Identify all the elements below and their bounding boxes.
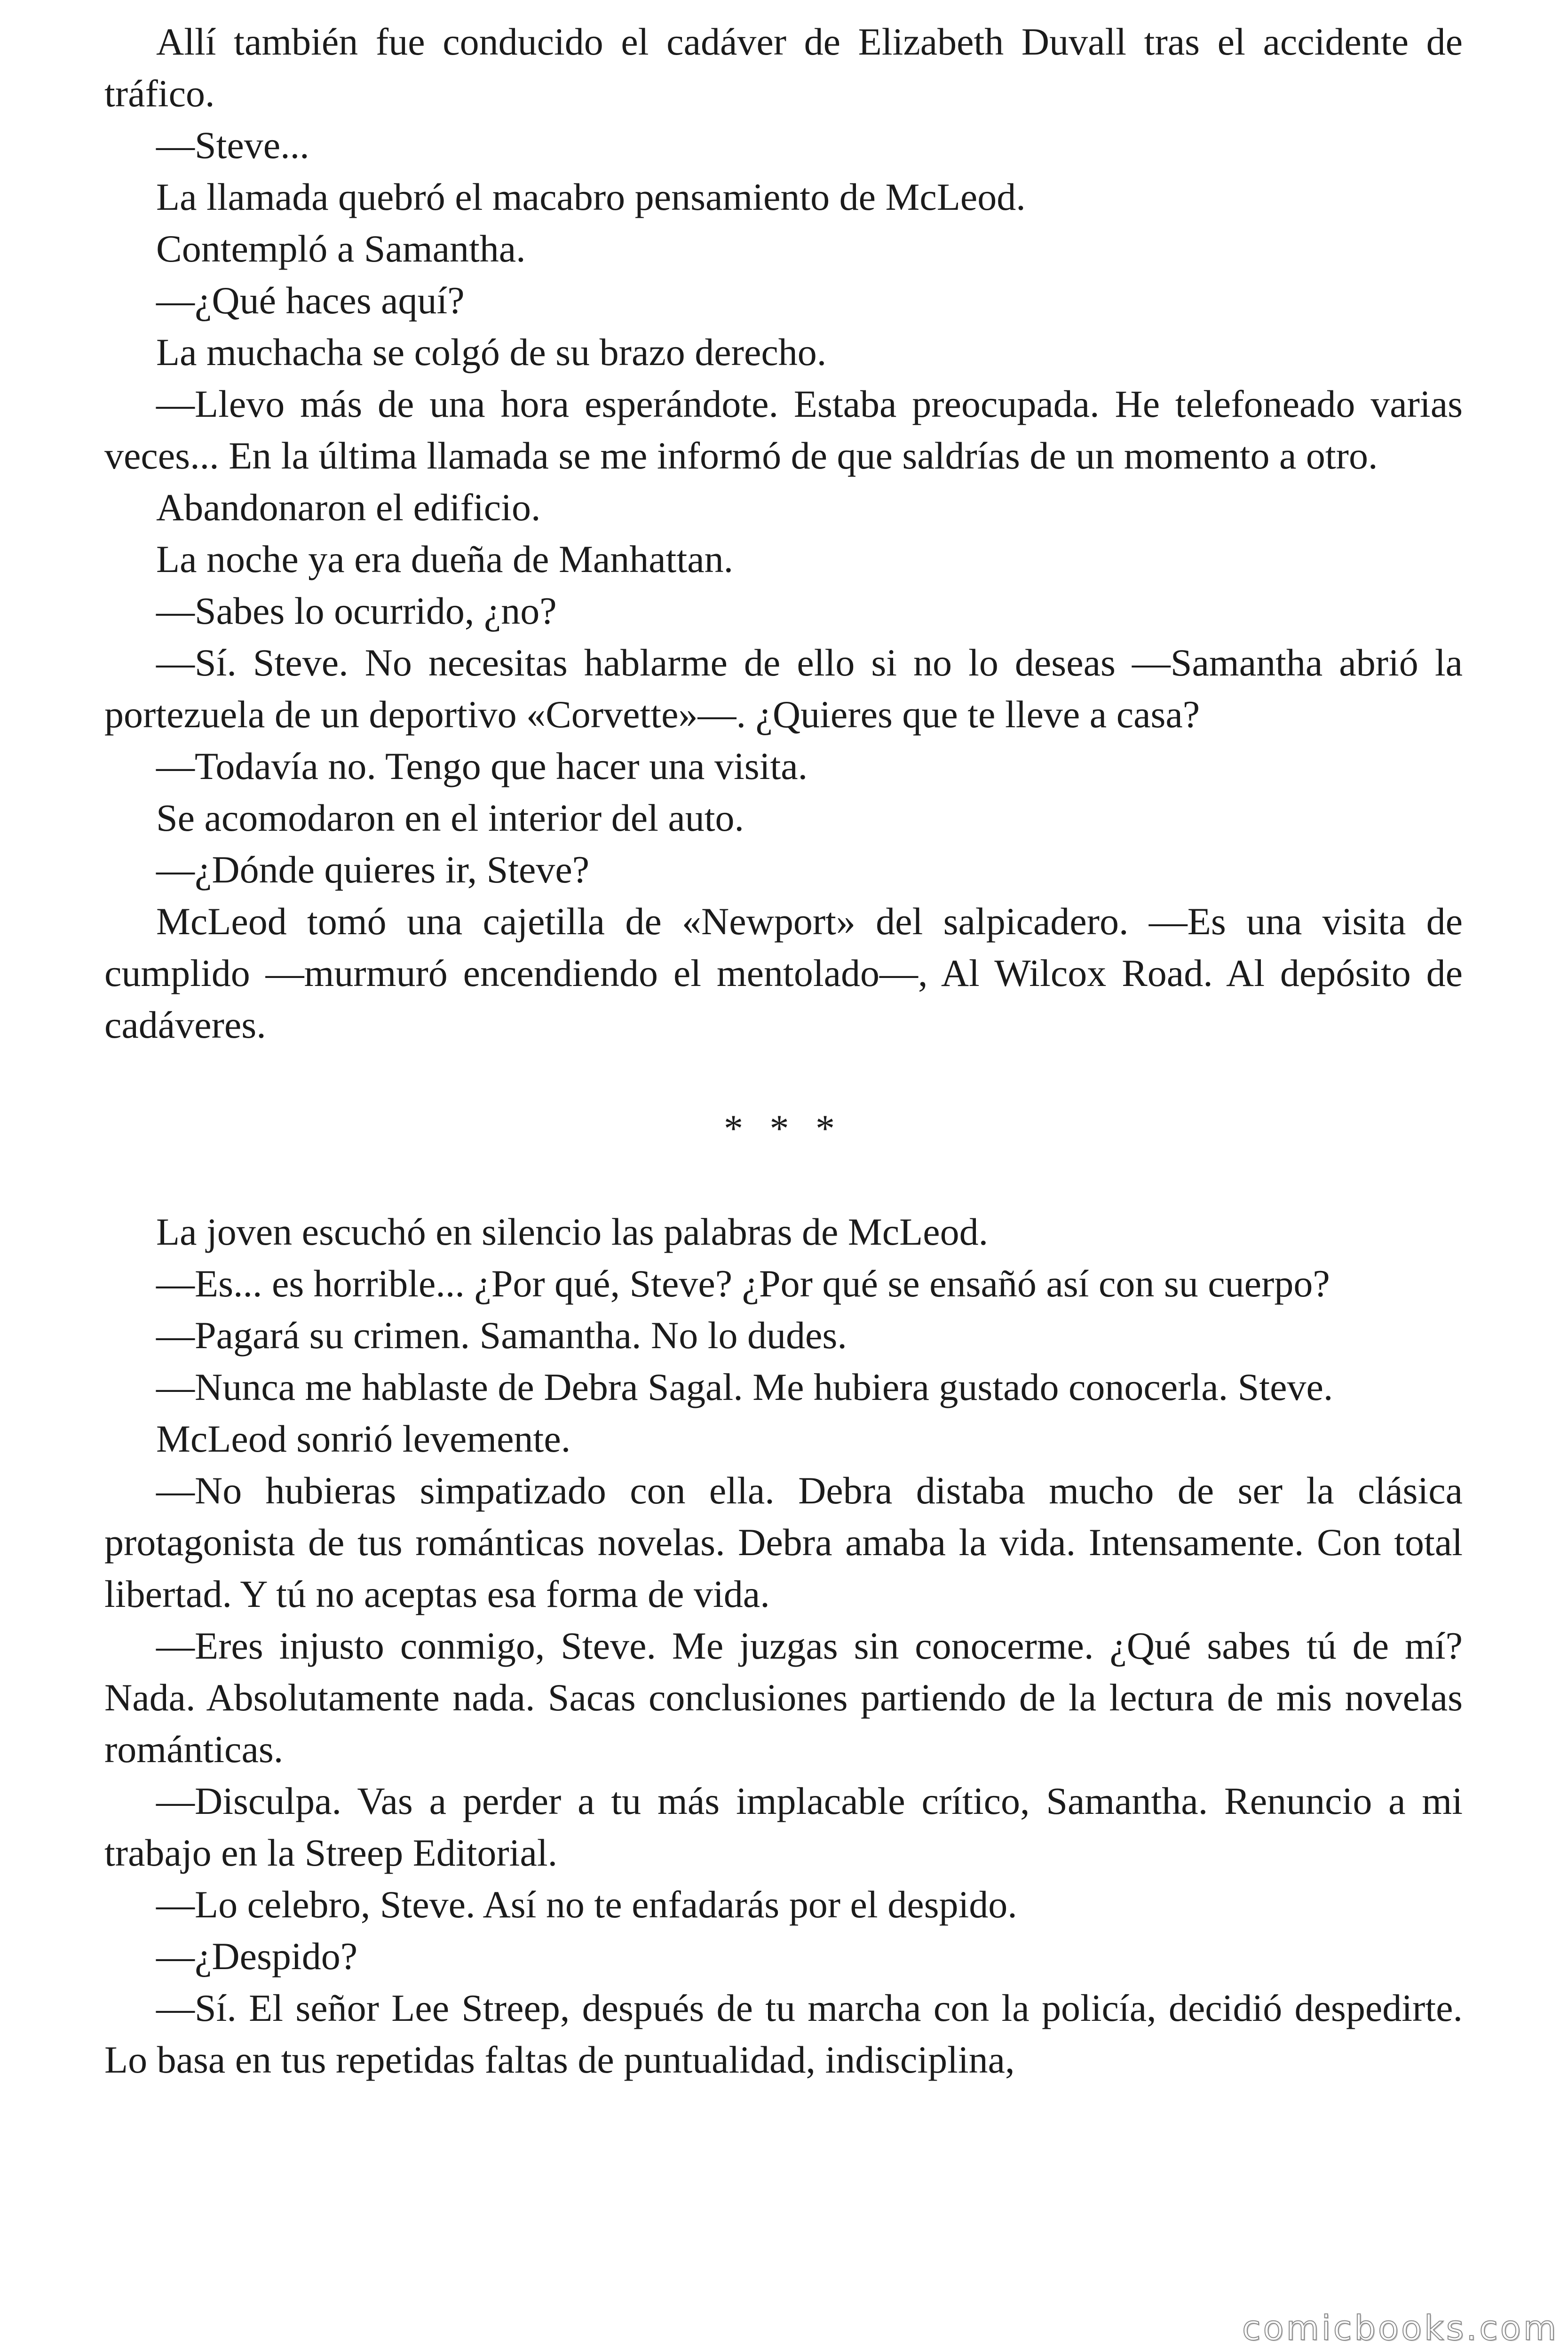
paragraph: —No hubieras simpatizado con ella. Debra distaba mucho de ser la clásica protagonista de tus románticas novelas. Debra amaba la vida. Intensamente. Con total libertad. Y tú no aceptas esa forma de vida. [104,1469,1463,1615]
paragraph: —¿Dónde quieres ir, Steve? [156,848,590,891]
paragraph: —Pagará su crimen. Samantha. No lo dudes. [156,1314,847,1357]
paragraph: —Steve... [156,124,309,167]
paragraph: —Eres injusto conmigo, Steve. Me juzgas sin conocerme. ¿Qué sabes tú de mí? Nada. Absolutamente nada. Sacas conclusiones partiendo de la lectura de mis novelas románticas. [104,1624,1463,1771]
paragraph: Se acomodaron en el interior del auto. [156,796,744,839]
paragraph: —Sí. Steve. No necesitas hablarme de ello si no lo deseas —Samantha abrió la portezuela de un deportivo «Corvette»—. ¿Quieres que te lleve a casa? [104,641,1463,736]
paragraph: —Sí. El señor Lee Streep, después de tu marcha con la policía, decidió despedirte. Lo basa en tus repetidas faltas de puntualidad, indisciplina, [104,1986,1463,2081]
section-1 [104,16,1463,1051]
paragraph: Allí también fue conducido el cadáver de Elizabeth Duvall tras el accidente de tráfico. [104,20,1463,115]
paragraph: —Todavía no. Tengo que hacer una visita. [156,745,808,787]
watermark: comicbooks.com [1242,2308,1559,2348]
paragraph: —Llevo más de una hora esperándote. Estaba preocupada. He telefoneado varias veces... En la última llamada se me informó de que saldrías de un momento a otro. [104,382,1463,477]
paragraph: La noche ya era dueña de Manhattan. [156,538,734,580]
paragraph: La muchacha se colgó de su brazo derecho. [156,331,827,373]
paragraph: McLeod sonrió levemente. [156,1417,571,1460]
paragraph: —Es... es horrible... ¿Por qué, Steve? ¿Por qué se ensañó así con su cuerpo? [156,1262,1330,1305]
paragraph: McLeod tomó una cajetilla de «Newport» del salpicadero. —Es una visita de cumplido —murmuró encendiendo el mentolado—, Al Wilcox Road. Al depósito de cadáveres. [104,900,1463,1046]
paragraph: La llamada quebró el macabro pensamiento de McLeod. [156,175,1026,218]
paragraph: Abandonaron el edificio. [156,486,541,529]
paragraph: —Nunca me hablaste de Debra Sagal. Me hubiera gustado conocerla. Steve. [156,1366,1333,1408]
paragraph: —¿Despido? [156,1935,358,1978]
section-2 [104,1206,1463,2086]
book-page [104,16,1463,2086]
scene-separator: * * * [724,1107,843,1150]
paragraph: Contempló a Samantha. [156,227,526,270]
paragraph: —Disculpa. Vas a perder a tu más implacable crítico, Samantha. Renuncio a mi trabajo en la Streep Editorial. [104,1780,1463,1874]
paragraph: —Sabes lo ocurrido, ¿no? [156,589,557,632]
paragraph: —Lo celebro, Steve. Así no te enfadarás por el despido. [156,1883,1017,1926]
paragraph: —¿Qué haces aquí? [156,279,465,322]
paragraph: La joven escuchó en silencio las palabras de McLeod. [156,1210,989,1253]
